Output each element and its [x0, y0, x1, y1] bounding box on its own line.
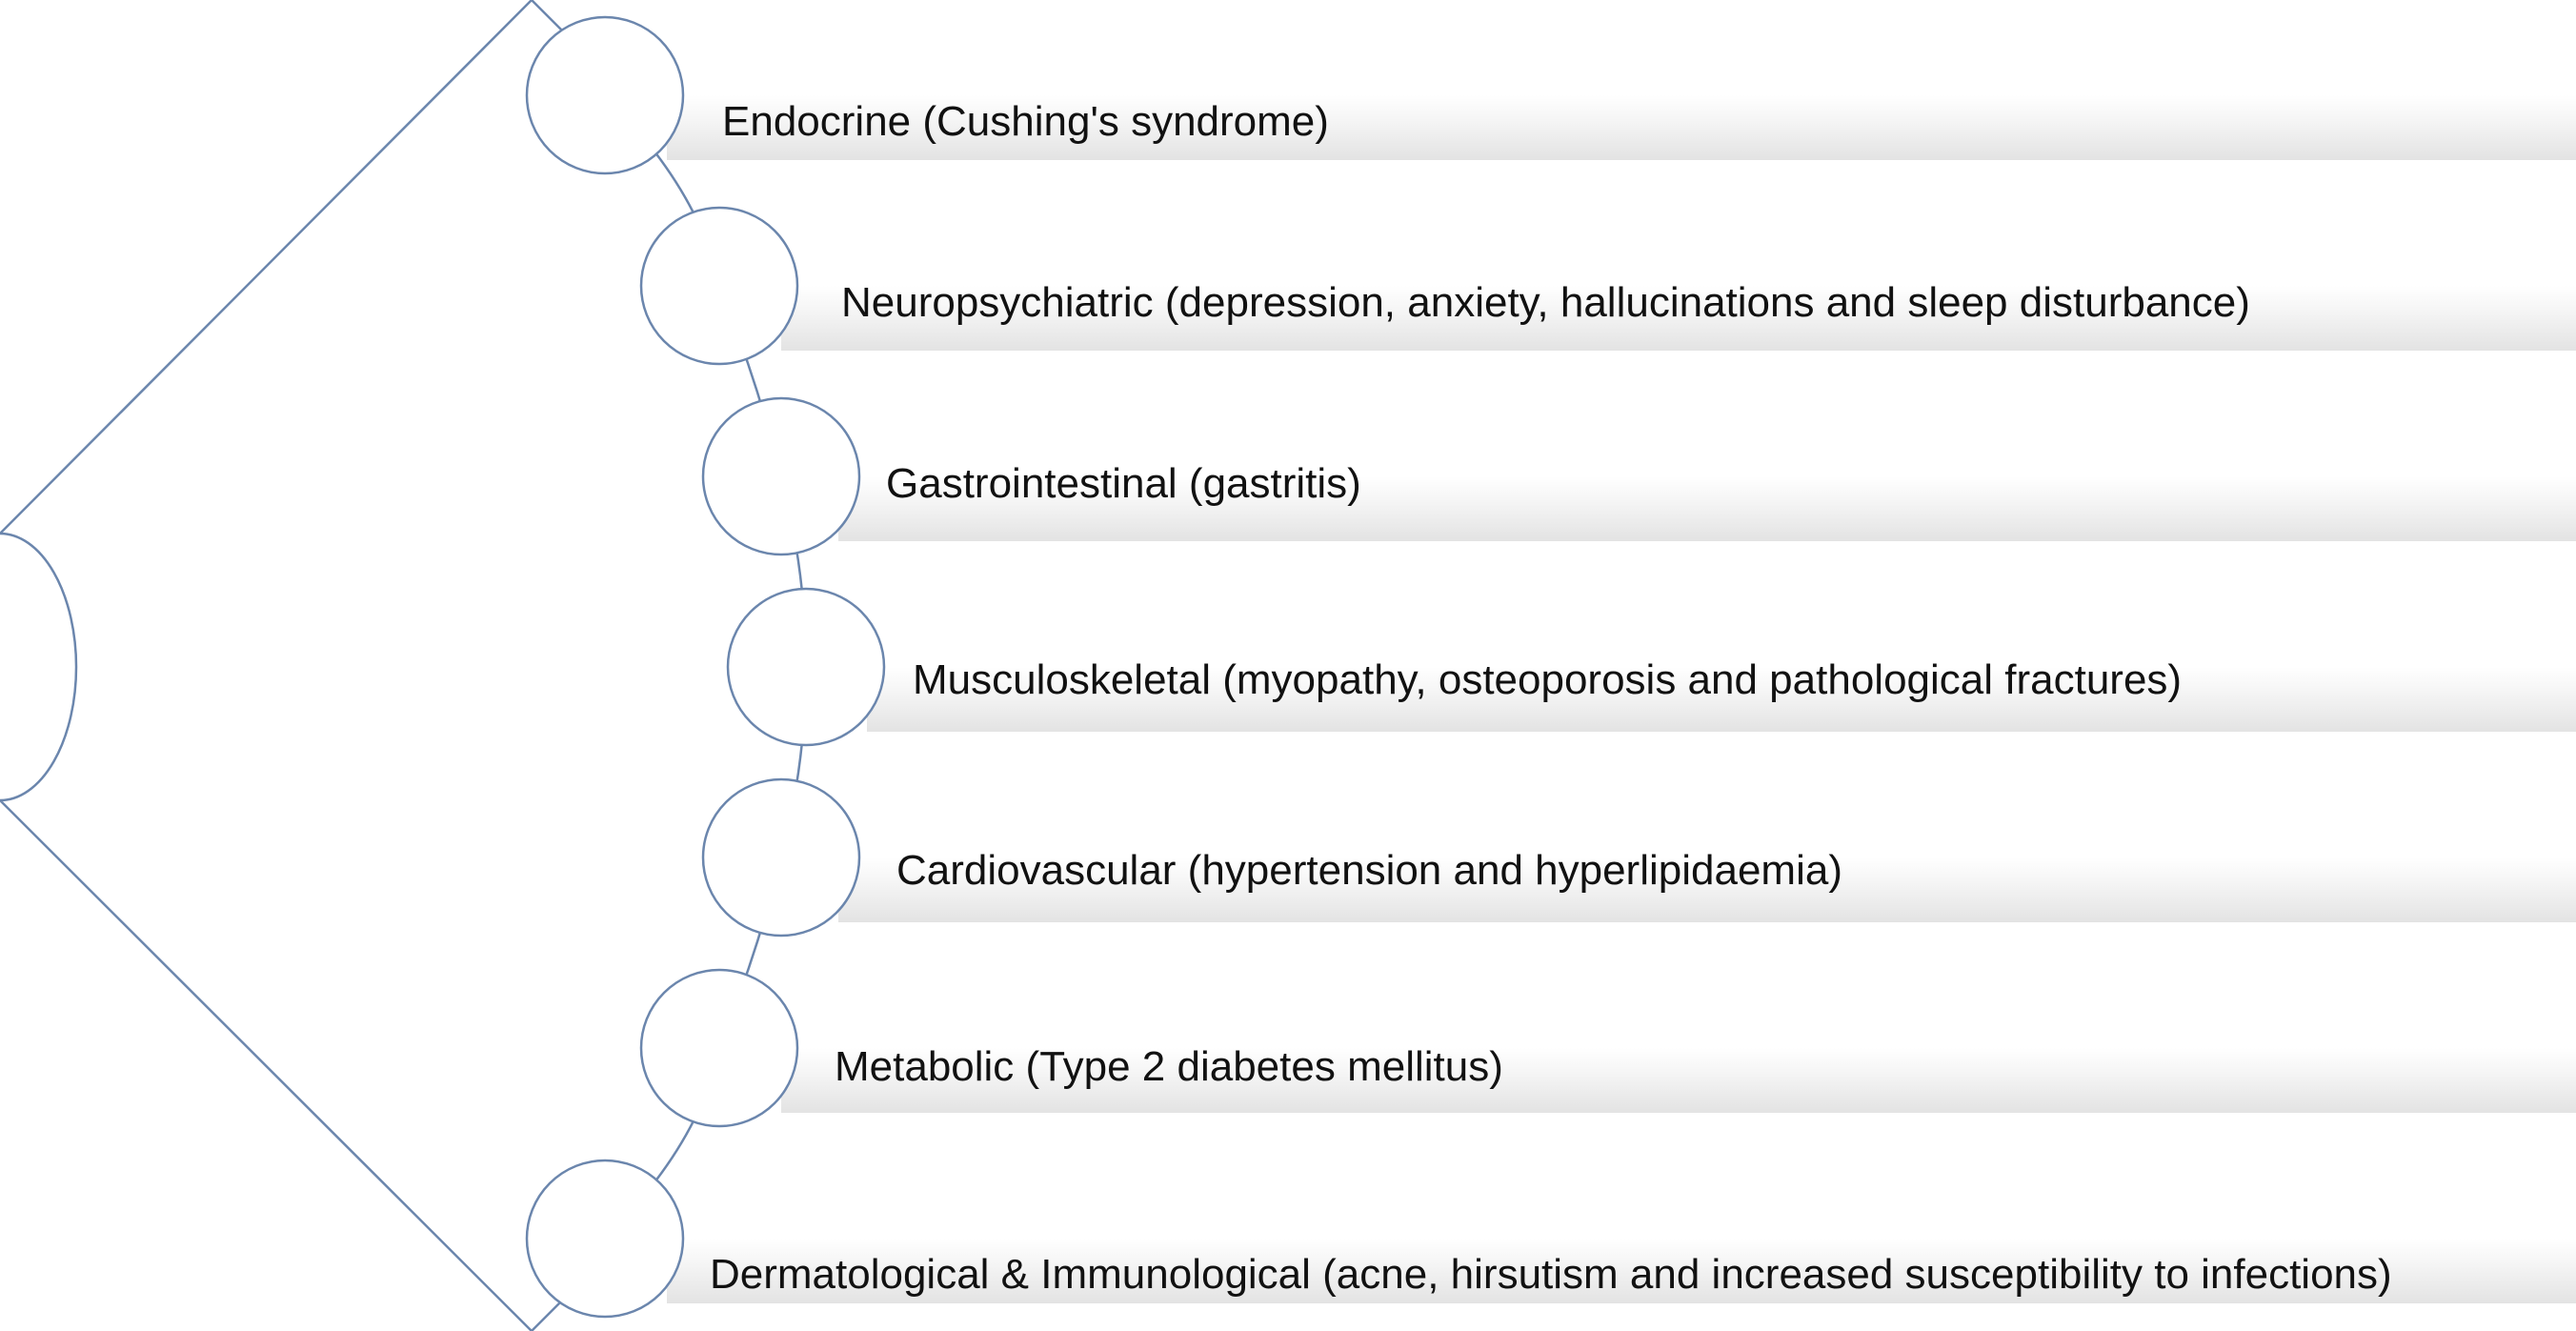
item-label-gastrointestinal: Gastrointestinal (gastritis)	[886, 460, 1361, 507]
item-label-metabolic: Metabolic (Type 2 diabetes mellitus)	[835, 1043, 1503, 1090]
left-bracket	[0, 0, 532, 1331]
node-circle-5	[703, 779, 859, 936]
item-label-endocrine: Endocrine (Cushing's syndrome)	[722, 98, 1329, 145]
item-label-neuropsychiatric: Neuropsychiatric (depression, anxiety, hallucinations and sleep disturbance)	[841, 279, 2250, 326]
bracket-top-tick	[532, 0, 564, 32]
node-circle-3	[703, 398, 859, 555]
item-label-musculoskeletal: Musculoskeletal (myopathy, osteoporosis and pathological fractures)	[913, 656, 2183, 703]
item-label-dermatological: Dermatological & Immunological (acne, hirsutism and increased susceptibility to infections)	[710, 1251, 2392, 1298]
node-circle-4	[728, 589, 884, 745]
item-label-cardiovascular: Cardiovascular (hypertension and hyperlipidaemia)	[896, 847, 1842, 894]
node-circle-6	[641, 970, 797, 1126]
node-circle-2	[641, 208, 797, 364]
bracket-bottom-tick	[532, 1299, 564, 1331]
node-circle-1	[527, 17, 683, 173]
node-circle-7	[527, 1160, 683, 1317]
